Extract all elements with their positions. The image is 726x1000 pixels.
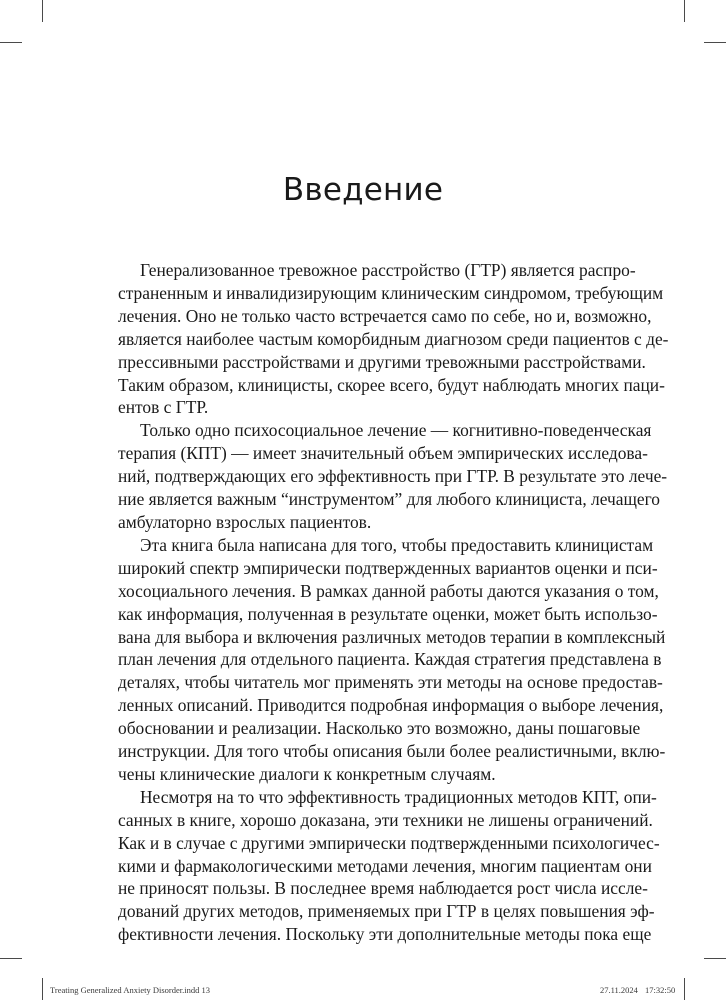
text-line: амбулаторно взрослых пациентов. — [118, 511, 372, 532]
text-line: ентов с ГТР. — [118, 397, 209, 418]
text-line: обосновании и реализации. Насколько это возможно, даны пошаговые — [118, 718, 641, 739]
paragraph — [118, 419, 668, 534]
slug-time: 17:32:50 — [645, 985, 676, 995]
text-line: план лечения для отдельного пациента. Каждая стратегия представлена в — [118, 649, 662, 670]
paragraph — [118, 786, 660, 946]
text-line: Как и в случае с другими эмпирически подтвержденными психологичес- — [118, 832, 660, 853]
text-line: прессивными расстройствами и другими тревожными расстройствами. — [118, 351, 646, 372]
paragraph — [118, 534, 666, 786]
paragraph — [118, 259, 669, 419]
text-line: инструкции. Для того чтобы описания были более реалистичными, вклю- — [118, 741, 666, 762]
text-line: вана для выбора и включения различных методов терапии в комплексный — [118, 626, 666, 647]
chapter-heading: Введение — [282, 172, 444, 208]
text-line: Только одно психосоциальное лечение — когнитивно-поведенческая — [140, 420, 652, 441]
text-line: чены клинические диалоги к конкретным случаям. — [118, 763, 496, 784]
text-line: ние является важным “инструментом” для любого клинициста, лечащего — [118, 489, 660, 510]
text-line: хосоциального лечения. В рамках данной работы даются указания о том, — [118, 580, 659, 601]
text-line: лечения. Оно не только часто встречается само по себе, но и, возможно, — [118, 305, 652, 326]
crop-mark-bottom-left — [42, 978, 43, 1000]
text-line: санных в книге, хорошо доказана, эти техники не лишены ограничений. — [118, 809, 653, 830]
slug-filename: Treating Generalized Anxiety Disorder.indd 13 — [50, 985, 210, 995]
text-line: деталях, чтобы читатель мог применять эти методы на основе предостав- — [118, 672, 663, 693]
crop-mark-top-right — [684, 0, 685, 22]
text-line: страненным и инвалидизирующим клиническим синдромом, требующим — [118, 282, 664, 303]
text-line: не приносят пользы. В последнее время наблюдается рост числа иссле- — [118, 878, 648, 899]
crop-mark-bottom-right-h — [704, 958, 726, 959]
crop-mark-top-left-h — [0, 42, 22, 43]
text-line: Генерализованное тревожное расстройство (ГТР) является распро- — [140, 260, 636, 280]
text-line: Таким образом, клиницисты, скорее всего, будут наблюдать многих паци- — [118, 374, 665, 395]
text-line: ленных описаний. Приводится подробная информация о выборе лечения, — [118, 695, 664, 716]
crop-mark-bottom-left-h — [0, 958, 22, 959]
crop-mark-bottom-right — [684, 978, 685, 1000]
text-line: терапия (КПТ) — имеет значительный объем эмпирических исследова- — [118, 443, 648, 464]
text-line: является наиболее частым коморбидным диагнозом среди пациентов с де- — [118, 328, 669, 349]
text-line: широкий спектр эмпирически подтвержденных вариантов оценки и пси- — [118, 557, 658, 578]
body-text — [118, 259, 669, 946]
text-line: ний, подтверждающих его эффективность при ГТР. В результате это лече- — [118, 466, 668, 487]
slug-date: 27.11.2024 — [600, 985, 638, 995]
text-line: фективности лечения. Поскольку эти дополнительные методы пока еще — [118, 924, 652, 945]
crop-mark-top-right-h — [704, 42, 726, 43]
text-line: Несмотря на то что эффективность традиционных методов КПТ, опи- — [140, 786, 657, 807]
crop-mark-top-left — [42, 0, 43, 22]
text-line: кими и фармакологическими методами лечения, многим пациентам они — [118, 855, 652, 876]
text-line: дований других методов, применяемых при ГТР в целях повышения эф- — [118, 901, 655, 922]
text-line: Эта книга была написана для того, чтобы предоставить клиницистам — [140, 534, 654, 555]
text-line: как информация, полученная в результате оценки, может быть использо- — [118, 603, 658, 624]
